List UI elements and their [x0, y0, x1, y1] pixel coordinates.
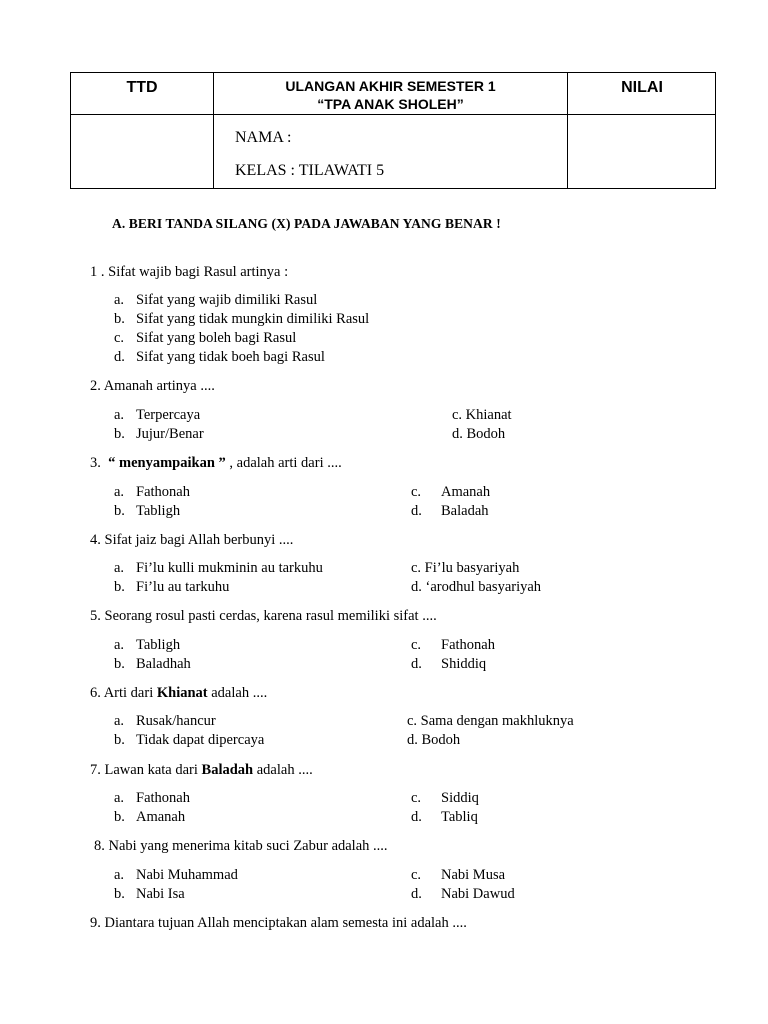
option-7b — [114, 809, 185, 826]
option-text: Sifat yang tidak boeh bagi Rasul — [136, 349, 325, 365]
question-keyword: Khianat — [156, 685, 208, 701]
option-2b — [114, 426, 204, 443]
question-rest: adalah .... — [207, 685, 268, 701]
option-letter: a. — [114, 560, 125, 576]
option-1d — [114, 349, 325, 366]
option-text: Nabi Isa — [136, 886, 185, 902]
option-letter: c. — [411, 790, 422, 806]
option-text: Fi’lu kulli mukminin au tarkuhu — [136, 560, 323, 576]
table-divider — [71, 114, 715, 115]
option-3c — [411, 484, 490, 501]
option-letter: d. — [411, 503, 422, 519]
option-2c: c. Khianat — [452, 407, 512, 423]
question-5: 5. Seorang rosul pasti cerdas, karena rasul memiliki sifat .... — [90, 608, 437, 624]
question-keyword: Baladah — [201, 762, 254, 778]
option-letter: a. — [114, 790, 125, 806]
option-4b — [114, 579, 229, 596]
option-text: Nabi Musa — [441, 867, 506, 883]
nilai-label: NILAI — [621, 79, 663, 96]
option-text: Rusak/hancur — [136, 713, 216, 729]
question-4: 4. Sifat jaiz bagi Allah berbunyi .... — [90, 532, 294, 548]
option-letter: b. — [114, 311, 125, 327]
option-3d — [411, 503, 489, 520]
option-7a — [114, 790, 190, 807]
option-text: Fi’lu au tarkuhu — [136, 579, 230, 595]
option-letter: a. — [114, 713, 125, 729]
question-6 — [90, 685, 267, 702]
option-8d — [411, 886, 515, 903]
option-letter: c. — [411, 637, 422, 653]
option-3b — [114, 503, 180, 520]
option-1a — [114, 292, 317, 309]
option-text: Sifat yang wajib dimiliki Rasul — [136, 292, 318, 308]
option-text: Terpercaya — [136, 407, 201, 423]
option-letter: b. — [114, 732, 125, 748]
option-8a — [114, 867, 238, 884]
option-letter: b. — [114, 656, 125, 672]
option-letter: a. — [114, 484, 125, 500]
option-text: Fathonah — [136, 790, 190, 806]
kelas-field: KELAS : TILAWATI 5 — [235, 162, 385, 179]
option-text: Fathonah — [136, 484, 190, 500]
option-letter: a. — [114, 407, 125, 423]
question-keyword: “ menyampaikan ” — [108, 455, 226, 471]
option-letter: b. — [114, 809, 125, 825]
option-text: Tabliq — [441, 809, 478, 825]
option-letter: a. — [114, 637, 125, 653]
question-pre: 7. Lawan kata dari — [90, 762, 202, 778]
option-letter: c. — [411, 867, 422, 883]
option-text: Sifat yang tidak mungkin dimiliki Rasul — [136, 311, 370, 327]
option-text: Tabligh — [136, 503, 181, 519]
option-1c — [114, 330, 296, 347]
option-5a — [114, 637, 180, 654]
option-text: Nabi Dawud — [441, 886, 515, 902]
option-text: Baladhah — [136, 656, 191, 672]
option-letter: b. — [114, 426, 125, 442]
option-5b — [114, 656, 191, 673]
question-8: 8. Nabi yang menerima kitab suci Zabur adalah .... — [94, 838, 388, 854]
option-letter: d. — [411, 886, 422, 902]
option-6a — [114, 713, 216, 730]
section-title: A. BERI TANDA SILANG (X) PADA JAWABAN YANG BENAR ! — [112, 216, 501, 231]
option-7c — [411, 790, 479, 807]
question-rest: , adalah arti dari .... — [225, 455, 342, 471]
option-letter: b. — [114, 579, 125, 595]
option-text: Sifat yang boleh bagi Rasul — [136, 330, 297, 346]
option-text: Shiddiq — [441, 656, 487, 672]
option-letter: b. — [114, 503, 125, 519]
option-6b — [114, 732, 264, 749]
exam-title-line1: ULANGAN AKHIR SEMESTER 1 — [285, 78, 496, 94]
question-3 — [90, 455, 342, 472]
option-letter: c. — [114, 330, 125, 346]
option-text: Nabi Muhammad — [136, 867, 238, 883]
option-letter: d. — [411, 809, 422, 825]
option-4a — [114, 560, 323, 577]
option-letter: c. — [411, 484, 422, 500]
option-2a — [114, 407, 200, 424]
exam-title — [214, 77, 567, 113]
question-pre: 6. Arti dari — [90, 685, 157, 701]
exam-title-line2: “TPA ANAK SHOLEH” — [317, 96, 464, 112]
option-1b — [114, 311, 369, 328]
option-8c — [411, 867, 505, 884]
option-letter: d. — [411, 656, 422, 672]
option-3a — [114, 484, 190, 501]
option-5c — [411, 637, 495, 654]
option-text: Amanah — [136, 809, 186, 825]
option-7d — [411, 809, 478, 826]
option-letter: a. — [114, 292, 125, 308]
question-1: 1 . Sifat wajib bagi Rasul artinya : — [90, 264, 289, 280]
option-4d: d. ‘arodhul basyariyah — [411, 579, 542, 595]
option-letter: d. — [114, 349, 125, 365]
option-6d: d. Bodoh — [407, 732, 461, 748]
option-6c: c. Sama dengan makhluknya — [407, 713, 574, 729]
option-text: Jujur/Benar — [136, 426, 204, 442]
question-9: 9. Diantara tujuan Allah menciptakan alam semesta ini adalah .... — [90, 915, 467, 931]
option-text: Fathonah — [441, 637, 495, 653]
header-table — [70, 72, 716, 189]
question-number: 3. — [90, 455, 101, 471]
option-text: Tidak dapat dipercaya — [136, 732, 265, 748]
option-4c: c. Fi’lu basyariyah — [411, 560, 520, 576]
question-7 — [90, 762, 313, 779]
ttd-label: TTD — [126, 79, 158, 96]
question-rest: adalah .... — [253, 762, 313, 778]
option-text: Tabligh — [136, 637, 181, 653]
option-5d — [411, 656, 486, 673]
option-text: Amanah — [441, 484, 491, 500]
option-letter: a. — [114, 867, 125, 883]
option-letter: b. — [114, 886, 125, 902]
option-8b — [114, 886, 185, 903]
option-text: Baladah — [441, 503, 489, 519]
question-2: 2. Amanah artinya .... — [90, 378, 215, 394]
nama-field: NAMA : — [235, 129, 292, 146]
option-2d: d. Bodoh — [452, 426, 506, 442]
option-text: Siddiq — [441, 790, 479, 806]
